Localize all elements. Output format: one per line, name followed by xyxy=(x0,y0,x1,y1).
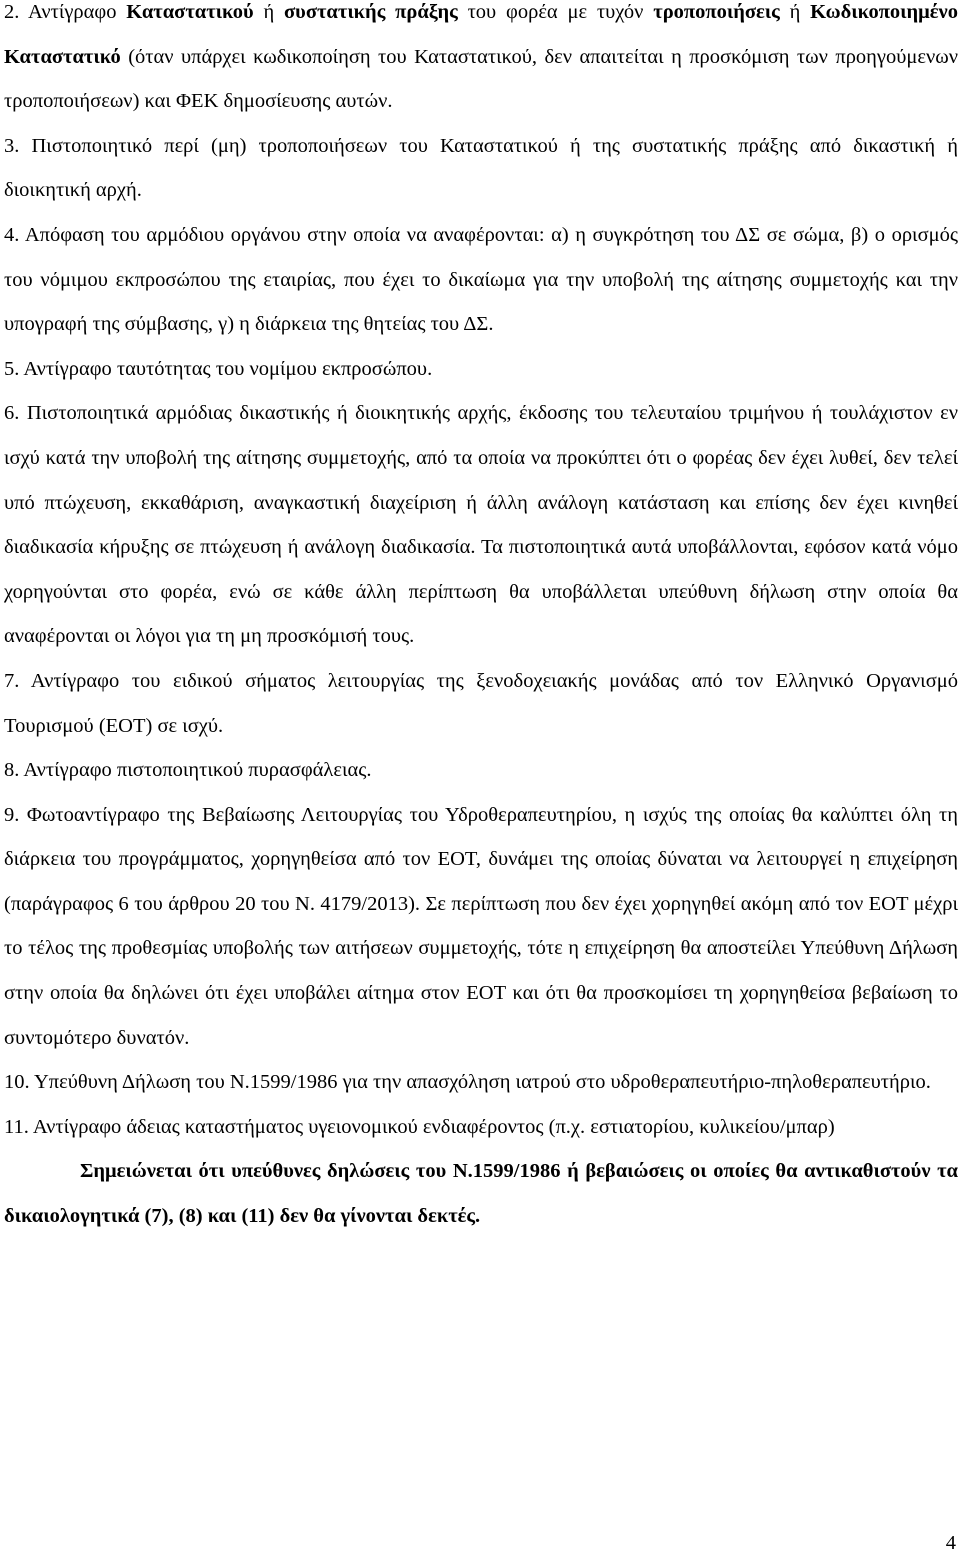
item-5: 5. Αντίγραφο ταυτότητας του νομίμου εκπροσώπου. xyxy=(4,357,433,380)
item-2 xyxy=(4,0,958,124)
item-2-text-or-2: ή xyxy=(779,1,811,23)
item-3: 3. Πιστοποιητικό περί (μη) τροποποιήσεων του Καταστατικού ή της συστατικής πράξης από δικαστική ή διοικητική αρχή. xyxy=(4,134,958,202)
item-2-text-end: (όταν υπάρχει κωδικοποίηση του Καταστατικού, δεν απαιτείται η προσκόμιση των προηγούμενων τροποποιήσεων) και ΦΕΚ δημοσίευσης αυτών. xyxy=(4,45,958,113)
item-9: 9. Φωτοαντίγραφο της Βεβαίωσης Λειτουργίας του Υδροθεραπευτηρίου, η ισχύς της οποίας θα καλύπτει όλη τη διάρκεια του προγράμματος, χορηγηθείσα από τον ΕΟΤ, δυνάμει της οποίας δύναται να λειτουργεί η επιχείρηση (παράγραφος 6 του άρθρου 20 του Ν. 4179/2013). Σε περίπτωση που δεν έχει χορηγηθεί ακόμη από τον ΕΟΤ μέχρι το τέλος της προθεσμίας υποβολής των αιτήσεων συμμετοχής, τότε η επιχείρηση θα αποστείλει Υπεύθυνη Δήλωση στην οποία θα δηλώνει ότι έχει υποβάλει αίτημα στον ΕΟΤ και ότι θα προσκομίσει τη χορηγηθείσα βεβαίωση το συντομότερο δυνατόν. xyxy=(4,803,958,1049)
item-10: 10. Υπεύθυνη Δήλωση του Ν.1599/1986 για την απασχόληση ιατρού στο υδροθεραπευτήριο-πηλοθεραπευτήριο. xyxy=(4,1071,931,1094)
item-4: 4. Απόφαση του αρμόδιου οργάνου στην οποία να αναφέρονται: α) η συγκρότηση του ΔΣ σε σώμα, β) ο ορισμός του νόμιμου εκπροσώπου της εταιρίας, που έχει το δικαίωμα για την υποβολή της αίτησης συμμετοχής και την υπογραφή της σύμβασης, γ) η διάρκεια της θητείας του ΔΣ. xyxy=(4,223,958,336)
item-2-bold-amendments: τροποποιήσεις xyxy=(653,1,780,23)
important-note: Σημειώνεται ότι υπεύθυνες δηλώσεις του Ν.1599/1986 ή βεβαιώσεις οι οποίες θα αντικαθιστούν τα δικαιολογητικά (7), (8) και (11) δεν θα γίνονται δεκτές. xyxy=(4,1160,958,1228)
item-6: 6. Πιστοποιητικά αρμόδιας δικαστικής ή διοικητικής αρχής, έκδοσης του τελευταίου τριμήνου ή τουλάχιστον εν ισχύ κατά την υποβολή της αίτησης συμμετοχής, από τα οποία να προκύπτει ότι ο φορέας δεν έχει λυθεί, δεν τελεί υπό πτώχευση, εκκαθάριση, αναγκαστική διαχείριση ή άλλη ανάλογη κατάσταση και επίσης δεν έχει κινηθεί διαδικασία κήρυξης σε πτώχευση ή ανάλογη διαδικασία. Τα πιστοποιητικά αυτά υποβάλλονται, εφόσον κατά νόμο χορηγούνται στο φορέα, ενώ σε κάθε άλλη περίπτωση θα υποβάλλεται υπεύθυνη δήλωση στην οποία θα αναφέρονται οι λόγοι για τη μη προσκόμισή τους. xyxy=(4,402,958,648)
page-number: 4 xyxy=(945,1532,956,1554)
item-7: 7. Αντίγραφο του ειδικού σήματος λειτουργίας της ξενοδοχειακής μονάδας από τον Ελληνικό Οργανισμό Τουρισμού (ΕΟΤ) σε ισχύ. xyxy=(4,669,958,737)
item-2-bold-founding-act: συστατικής πράξης xyxy=(284,1,458,23)
item-2-text-start: 2. Αντίγραφο xyxy=(4,1,127,23)
item-2-bold-statute: Καταστατικού xyxy=(126,1,254,23)
item-2-bold-codified-statute: Κωδικοποιημένο Καταστατικό xyxy=(4,1,958,68)
item-2-text-or: ή xyxy=(253,1,285,23)
item-11: 11. Αντίγραφο άδειας καταστήματος υγειονομικού ενδιαφέροντος (π.χ. εστιατορίου, κυλικείου/μπαρ) xyxy=(4,1115,835,1138)
item-2-text-middle: του φορέα με τυχόν xyxy=(457,1,654,23)
item-8: 8. Αντίγραφο πιστοποιητικού πυρασφάλειας. xyxy=(4,759,372,782)
document-body xyxy=(4,0,958,1239)
